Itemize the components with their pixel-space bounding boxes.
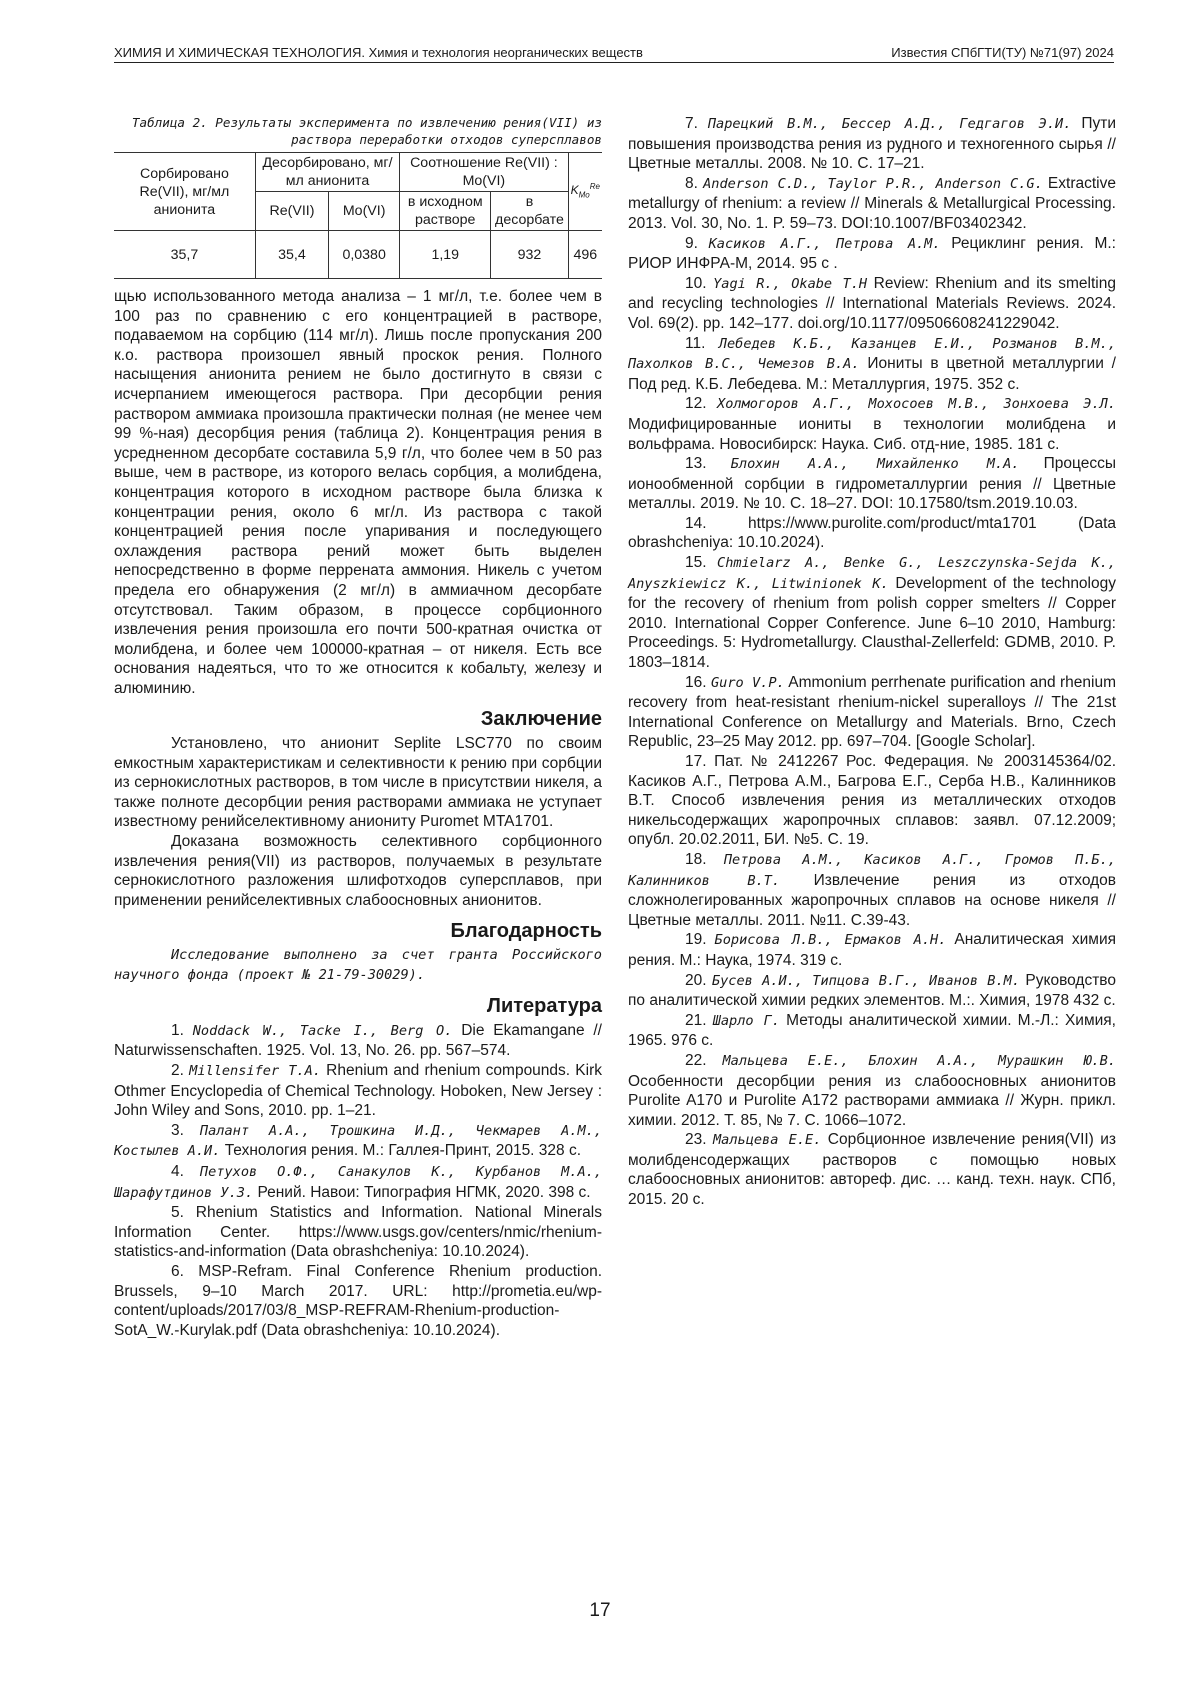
reference-text: Извлечение рения из отходов сложнолегированных жаропрочных сплавов на основе никеля // Цветные металлы. 2011. №11. С.39-43. bbox=[628, 871, 1116, 929]
reference-authors: Петрова А.М., Касиков А.Г., Громов П.Б., Калинников В.Т. bbox=[628, 851, 1116, 889]
th-sorbed: Сорбировано Re(VII), мг/мл анионита bbox=[114, 153, 255, 231]
running-header bbox=[114, 44, 1114, 63]
reference-authors: Мальцева Е.Е., Блохин А.А., Мурашкин Ю.В. bbox=[722, 1052, 1116, 1069]
reference-item bbox=[628, 673, 1116, 752]
th-desorbed: Десорбировано, мг/мл анионита bbox=[255, 153, 399, 192]
reference-number: 15. bbox=[685, 554, 707, 572]
reference-text: Extractive metallurgy of rhenium: a review // Minerals & Metallurgical Processing. 2013. Vol. 30, No. 1. P. 59–73. DOI:10.1007/BF03402342. bbox=[628, 174, 1116, 232]
reference-number: 2. bbox=[171, 1061, 184, 1079]
acknowledgement-text: Исследование выполнено за счет гранта Российского научного фонда (проект № 21-79-30029). bbox=[114, 947, 602, 983]
reference-item bbox=[114, 1262, 602, 1340]
reference-text: Рециклинг рения. М.: РИОР ИНФРА-М, 2014. 95 с . bbox=[628, 234, 1116, 273]
reference-text: Методы аналитической химии. М.-Л.: Химия, 1965. 976 с. bbox=[628, 1011, 1116, 1050]
reference-authors: Anderson C.D., Taylor P.R., Anderson C.G. bbox=[703, 175, 1043, 192]
reference-item bbox=[628, 752, 1116, 850]
reference-text: Development of the technology for the recovery of rhenium from polish copper smelters // Copper 2010. International Copper Conference. June 6–10 2010, Hamburg: Proceedings. 5: Hydrometallurgy. Clausthal-Zellerfeld: GDMB, 2010. P. 1803–1814. bbox=[628, 574, 1116, 672]
reference-item bbox=[628, 274, 1116, 334]
reference-number: 3. bbox=[171, 1121, 184, 1139]
reference-number: 20. bbox=[685, 971, 707, 989]
reference-authors: Петухов О.Ф., Санакулов К., Курбанов М.А., Шарафутдинов У.З. bbox=[114, 1163, 603, 1201]
page-number: 17 bbox=[589, 1600, 611, 1621]
th-re: Re(VII) bbox=[255, 192, 328, 231]
reference-item bbox=[114, 1203, 602, 1262]
reference-authors: Борисова Л.В., Ермаков А.Н. bbox=[714, 932, 947, 949]
reference-item bbox=[628, 334, 1116, 395]
reference-item bbox=[628, 553, 1116, 673]
reference-number: 23. bbox=[685, 1131, 707, 1149]
reference-text: Процессы ионообменной сорбции в гидрометаллургии рения // Цветные металлы. 2019. № 10. С. 18–27. DOI: 10.17580/tsm.2019.10.03. bbox=[628, 455, 1116, 513]
reference-text: Модифицированные иониты в технологии молибдена и вольфрама. Новосибирск: Наука. Сиб. отд-ние, 1985. 181 с. bbox=[628, 415, 1116, 453]
reference-authors: Yagi R., Okabe T.H bbox=[713, 275, 868, 292]
reference-number: 12. bbox=[685, 395, 707, 413]
reference-item bbox=[114, 1021, 602, 1061]
reference-authors: Холмогоров А.Г., Мохосоев М.В., Зонхоева Э.Л. bbox=[717, 396, 1116, 413]
reference-authors: Бусев А.И., Типцова В.Г., Иванов В.М. bbox=[711, 972, 1021, 989]
th-k: $K_{Mo}^{Re}$ bbox=[568, 153, 602, 231]
reference-number: 10. bbox=[685, 274, 707, 292]
results-table bbox=[114, 152, 602, 279]
reference-number: 21. bbox=[685, 1011, 707, 1029]
reference-number: 9. bbox=[685, 234, 698, 252]
reference-item bbox=[628, 930, 1116, 970]
reference-authors: Лебедев К.Б., Казанцев Е.И., Розманов В.М., Пахолков В.С., Чемезов В.А. bbox=[628, 335, 1116, 373]
left-column bbox=[114, 114, 602, 1340]
reference-number: 16. bbox=[685, 673, 707, 691]
reference-text: Аналитическая химия рения. М.: Наука, 1974. 319 с. bbox=[628, 931, 1116, 969]
reference-item bbox=[628, 514, 1116, 553]
reference-text: Die Ekamangane // Naturwissenschaften. 1925. Vol. 13, No. 26. pp. 567–574. bbox=[114, 1021, 602, 1060]
table-cell: 1,19 bbox=[400, 231, 491, 279]
reference-item bbox=[114, 1162, 602, 1203]
heading-references: Литература bbox=[486, 995, 602, 1018]
reference-authors: Chmielarz A., Benke G., Leszczynska-Sejda K., Anyszkiewicz K., Litwinionek K. bbox=[628, 555, 1116, 592]
reference-item bbox=[628, 1011, 1116, 1051]
reference-item bbox=[628, 394, 1116, 454]
reference-number: 14. bbox=[685, 514, 707, 532]
table-cell: 35,4 bbox=[255, 231, 328, 279]
reference-number: 5. bbox=[171, 1204, 184, 1222]
reference-text: Особенности десорбции рения из слабоосновных анионитов Purolite A170 и Purolite A172 растворами аммиака // Журн. прикл. химии. 2012. Т. 85, № 7. С. 1066–1072. bbox=[628, 1072, 1116, 1129]
heading-conclusion: Заключение bbox=[480, 708, 602, 731]
reference-text: Rhenium Statistics and Information. National Minerals Information Center. https://www.usgs.gov/centers/nmic/rhenium-statistics-and-information (Data obrashcheniya: 10.10.2024). bbox=[114, 1204, 602, 1261]
reference-item bbox=[628, 454, 1116, 514]
reference-text: Сорбционное извлечение рения(VII) из молибденсодержащих растворов с помощью новых слабоосновных анионитов: автореф. дис. … канд. техн. наук. СПб, 2015. 20 с. bbox=[628, 1131, 1116, 1209]
reference-number: 18. bbox=[685, 850, 707, 868]
reference-text: Rhenium and rhenium compounds. Kirk Othmer Encyclopedia of Chemical Technology. Hoboken, New Jersey : John Wiley and Sons, 2010. pp. 1–21. bbox=[114, 1061, 602, 1120]
reference-number: 17. bbox=[685, 753, 707, 770]
reference-authors: Парецкий В.М., Бессер А.Д., Гедгагов Э.И. bbox=[707, 116, 1072, 132]
table-cell: 0,0380 bbox=[329, 231, 400, 279]
table-cell: 35,7 bbox=[114, 231, 255, 279]
reference-number: 8. bbox=[685, 174, 698, 192]
reference-text: Рений. Навои: Типография НГМК, 2020. 398 с. bbox=[253, 1183, 591, 1201]
conclusion-paragraph: Установлено, что анионит Seplite LSC770 по своим емкостным характеристикам и селективности к рению при сорбции из сернокислотных растворов, в том числе в присутствии никеля, а также полноте десорбции рения растворами аммиака не уступает известному ренийселективному аниониту Puromet MTA1701. bbox=[114, 735, 602, 831]
conclusion-paragraph: Доказана возможность селективного сорбционного извлечения рения(VII) из растворов, получаемых в результате сернокислотного разложения шлифотходов суперсплавов, при применении ренийселективных слабоосновных анионитов. bbox=[114, 833, 602, 909]
reference-authors: Касиков А.Г., Петрова А.М. bbox=[708, 235, 941, 252]
reference-text: MSP-Refram. Final Conference Rhenium production. Brussels, 9–10 March 2017. URL: http://prometia.eu/wp-content/uploads/2017/03/8_MSP-REFRAM-Rhenium-production-SotA_W.-Kurylak.pdf (Data obrashcheniya: 10.10.2024). bbox=[114, 1262, 603, 1339]
reference-number: 1. bbox=[171, 1021, 184, 1039]
reference-text: https://www.purolite.com/product/mta1701 (Data obrashcheniya: 10.10.2024). bbox=[628, 514, 1117, 552]
table-cell: 932 bbox=[491, 231, 568, 279]
reference-authors: Noddack W., Tacke I., Berg O. bbox=[192, 1022, 453, 1039]
reference-item bbox=[114, 1061, 602, 1121]
reference-authors: Палант А.А., Трошкина И.Д., Чекмарев А.М., Костылев А.И. bbox=[114, 1122, 603, 1160]
reference-text: Руководство по аналитической химии редких элементов. М.:. Химия, 1978 432 с. bbox=[628, 971, 1116, 1010]
reference-list-left bbox=[114, 1021, 602, 1341]
reference-authors: Блохин А.А., Михайленко М.А. bbox=[730, 456, 1020, 473]
header-journal-section: ХИМИЯ И ХИМИЧЕСКАЯ ТЕХНОЛОГИЯ. Химия и технология неорганических веществ bbox=[114, 45, 643, 60]
body-paragraph: щью использованного метода анализа – 1 мг/л, т.е. более чем в 100 раз по сравнению с его концентрацией в растворе, подаваемом на сорбцию (114 мг/л). Лишь после пропускания 200 к.о. раствора произошел явный проскок рения. Полного насыщения анионита рением не было достигнуто в связи с исчерпанием имеющегося раствора. При десорбции рения раствором аммиака произошла практически полная (не менее чем 99 %-ная) десорбция рения (таблица 2). Концентрация рения в усредненном десорбате составила 5,9 г/л, что более чем в 50 раз выше, чем в растворе, из которого велась сорбция, а молибдена, концентрация которого в исходном растворе была близка к концентрации рения, около 6 мг/л. Из раствора с такой концентрацией рения после упаривания и последующего охлаждения раствора рений может быть выделен непосредственно в форме перрената аммония. Никель с учетом предела его обнаружения (2 мг/л) в аммиачном десорбате отсутствовал. Таким образом, в процессе сорбционного извлечения рения произошла его почти 500-кратная очистка от молибдена, и более чем 100000-кратная – от никеля. Есть все основания надеяться, что то же относится к кобальту, железу и алюминию. bbox=[114, 288, 602, 697]
right-column bbox=[628, 114, 1116, 1210]
reference-item bbox=[628, 850, 1116, 930]
table-row bbox=[114, 231, 602, 279]
th-mo: Mo(VI) bbox=[329, 192, 400, 231]
reference-item bbox=[628, 971, 1116, 1011]
reference-authors: Guro V.P. bbox=[710, 674, 785, 691]
th-source: в исходном растворе bbox=[400, 192, 491, 231]
reference-number: 13. bbox=[685, 455, 707, 473]
reference-item bbox=[628, 1051, 1116, 1130]
reference-text: Ammonium perrhenate purification and rhenium recovery from heat-resistant rhenium-nickel superalloys // The 21st International Conference on Metallurgy and Materials. Brno, Czech Republic, 23–25 May 2012. pp. 697–704. [Google Scholar]. bbox=[628, 673, 1116, 751]
reference-text: Пат. № 2412267 Рос. Федерация. № 2003145364/02. Касиков А.Г., Петрова А.М., Багрова Е.Г., Серба Н.В., Калинников В.Т. Способ извлечения рения из металлических отходов никельсодержащих жаропрочных сплавов: заявл. 07.12.2009; опубл. 20.02.2011, БИ. №5. С. 19. bbox=[628, 753, 1116, 849]
reference-number: 7. bbox=[685, 115, 698, 132]
table-caption: Таблица 2. Результаты эксперимента по извлечению рения(VII) из раствора переработки отходов суперсплавов bbox=[131, 115, 602, 147]
reference-number: 11. bbox=[685, 334, 706, 352]
reference-item bbox=[628, 1130, 1116, 1209]
reference-text: Пути повышения производства рения из рудного и техногенного сырья // Цветные металлы. 2008. № 10. С. 17–21. bbox=[628, 115, 1116, 173]
table-cell: 496 bbox=[568, 231, 602, 279]
th-desorbate: в десорбате bbox=[491, 192, 568, 231]
reference-authors: Millensifer T.A. bbox=[189, 1062, 321, 1079]
th-ratio: Соотношение Re(VII) : Mo(VI) bbox=[400, 153, 568, 192]
reference-number: 6. bbox=[171, 1262, 184, 1280]
reference-authors: Шарло Г. bbox=[712, 1012, 780, 1029]
reference-text: Технология рения. М.: Галлея-Принт, 2015. 328 с. bbox=[220, 1142, 582, 1160]
reference-item bbox=[114, 1121, 602, 1162]
reference-text: Иониты в цветной металлургии / Под ред. К.Б. Лебедева. М.: Металлургия, 1975. 352 с. bbox=[628, 355, 1116, 393]
header-issue: Известия СПбГТИ(ТУ) №71(97) 2024 bbox=[891, 45, 1114, 60]
reference-item bbox=[628, 174, 1116, 234]
reference-text: Review: Rhenium and its smelting and recycling technologies // International Materials Reviews. 2024. Vol. 69(2). pp. 142–177. doi.org/10.1177/09506608241229042. bbox=[628, 274, 1116, 332]
reference-item bbox=[628, 234, 1116, 274]
reference-list-right bbox=[628, 114, 1116, 1210]
heading-acknowledgement: Благодарность bbox=[450, 920, 602, 943]
reference-number: 19. bbox=[685, 931, 707, 949]
reference-authors: Мальцева Е.Е. bbox=[712, 1132, 822, 1149]
reference-number: 4. bbox=[171, 1162, 184, 1180]
reference-number: 22. bbox=[685, 1051, 707, 1069]
reference-item bbox=[628, 114, 1116, 174]
